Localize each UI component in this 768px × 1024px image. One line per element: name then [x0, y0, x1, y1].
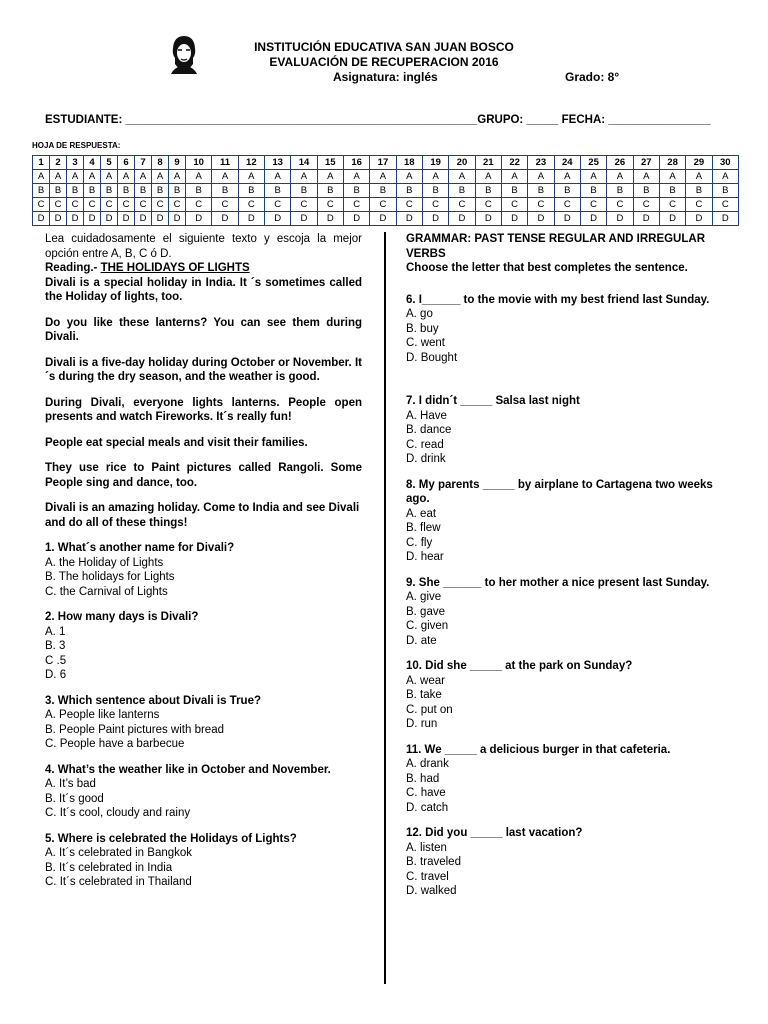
answer-option[interactable]: A. It´s celebrated in Bangkok — [45, 847, 193, 859]
answer-sheet-grid[interactable] — [32, 155, 739, 226]
answer-bubble-cell[interactable]: D — [580, 212, 606, 226]
answer-option[interactable]: A. wear — [406, 674, 445, 687]
answer-bubble-cell[interactable]: C — [169, 198, 186, 212]
question-text: 2. How many days is Divali? — [45, 611, 199, 623]
answer-bubble-cell[interactable]: D — [343, 212, 369, 226]
answer-sheet-number-row — [33, 156, 739, 170]
answer-option[interactable]: C. travel — [406, 870, 449, 883]
question-number-cell: 7 — [135, 156, 152, 170]
reading-title: THE HOLIDAYS OF LIGHTS — [100, 262, 250, 274]
answer-bubble-cell[interactable]: C — [291, 198, 317, 212]
answer-sheet-option-row — [33, 198, 739, 212]
question-number-cell: 15 — [317, 156, 343, 170]
answer-option[interactable]: C. the Carnival of Lights — [45, 585, 168, 598]
answer-bubble-cell[interactable]: A — [186, 170, 212, 184]
answer-option[interactable]: B. 3 — [45, 640, 66, 652]
answer-bubble-cell[interactable]: B — [50, 184, 67, 198]
answer-bubble-cell[interactable]: C — [475, 198, 501, 212]
question-number-cell: 21 — [475, 156, 501, 170]
answer-bubble-cell[interactable]: C — [659, 198, 685, 212]
reading-section — [45, 232, 362, 890]
answer-bubble-cell[interactable]: B — [238, 184, 264, 198]
question-number-cell: 2 — [50, 156, 67, 170]
question-number-cell: 1 — [33, 156, 50, 170]
question-number-cell: 4 — [84, 156, 101, 170]
answer-bubble-cell[interactable]: D — [528, 212, 554, 226]
answer-bubble-cell[interactable]: C — [712, 198, 738, 212]
question-number-cell: 26 — [607, 156, 633, 170]
answer-bubble-cell[interactable]: A — [712, 170, 738, 184]
answer-bubble-cell[interactable]: B — [135, 184, 152, 198]
answer-sheet-option-row — [33, 184, 739, 198]
answer-bubble-cell[interactable]: D — [712, 212, 738, 226]
reading-paragraph: Do you like these lanterns? You can see them during Divali. — [45, 316, 362, 343]
answer-option[interactable]: D. run — [406, 718, 438, 730]
column-divider — [384, 232, 386, 984]
answer-bubble-cell[interactable]: A — [396, 170, 422, 184]
answer-bubble-cell[interactable]: D — [101, 212, 118, 226]
answer-bubble-cell[interactable]: A — [528, 170, 554, 184]
answer-bubble-cell[interactable]: D — [422, 212, 448, 226]
answer-bubble-cell[interactable]: D — [291, 212, 317, 226]
answer-bubble-cell[interactable]: D — [238, 212, 264, 226]
answer-option[interactable]: A. listen — [406, 841, 447, 854]
answer-option[interactable]: C. put on — [406, 703, 453, 716]
answer-option[interactable]: B. It´s celebrated in India — [45, 861, 173, 874]
question-number-cell: 16 — [343, 156, 369, 170]
answer-option[interactable]: D. Bought — [406, 351, 458, 364]
answer-bubble-cell[interactable]: B — [152, 184, 169, 198]
question-text: 12. Did you _____ last vacation? — [406, 827, 583, 839]
question-text: 8. My parents _____ by airplane to Cartagena two weeks ago. — [406, 478, 713, 505]
answer-bubble-cell[interactable]: C — [238, 198, 264, 212]
answer-bubble-cell[interactable]: B — [343, 184, 369, 198]
question-number-cell: 30 — [712, 156, 738, 170]
answer-option[interactable]: D. hear — [406, 551, 444, 563]
answer-bubble-cell[interactable]: D — [607, 212, 633, 226]
answer-option[interactable]: C. have — [406, 787, 446, 799]
answer-option[interactable]: C. fly — [406, 536, 433, 549]
question-number-cell: 13 — [264, 156, 290, 170]
answer-bubble-cell[interactable]: B — [67, 184, 84, 198]
answer-option[interactable]: C. read — [406, 438, 444, 451]
grammar-instruction: Choose the letter that best completes the sentence. — [406, 262, 688, 274]
question-text: 4. What’s the weather like in October and November. — [45, 763, 331, 776]
answer-bubble-cell[interactable]: A — [607, 170, 633, 184]
answer-bubble-cell[interactable]: C — [370, 198, 396, 212]
answer-bubble-cell[interactable]: C — [50, 198, 67, 212]
answer-bubble-cell[interactable]: B — [264, 184, 290, 198]
answer-bubble-cell[interactable]: B — [169, 184, 186, 198]
answer-option[interactable]: A. drank — [406, 758, 449, 770]
question-number-cell: 5 — [101, 156, 118, 170]
question-number-cell: 12 — [238, 156, 264, 170]
answer-bubble-cell[interactable]: D — [686, 212, 712, 226]
answer-bubble-cell[interactable]: A — [422, 170, 448, 184]
answer-option[interactable]: A. It’s bad — [45, 778, 96, 790]
question-number-cell: 25 — [580, 156, 606, 170]
answer-bubble-cell[interactable]: C — [264, 198, 290, 212]
answer-bubble-cell[interactable]: B — [528, 184, 554, 198]
question-number-cell: 18 — [396, 156, 422, 170]
answer-bubble-cell[interactable]: D — [169, 212, 186, 226]
answer-bubble-cell[interactable]: D — [118, 212, 135, 226]
answer-bubble-cell[interactable]: A — [50, 170, 67, 184]
answer-bubble-cell[interactable]: A — [580, 170, 606, 184]
answer-bubble-cell[interactable]: C — [317, 198, 343, 212]
question-number-cell: 23 — [528, 156, 554, 170]
answer-bubble-cell[interactable]: B — [396, 184, 422, 198]
answer-option[interactable]: D. ate — [406, 634, 437, 647]
answer-option[interactable]: D. walked — [406, 885, 457, 897]
answer-bubble-cell[interactable]: B — [449, 184, 475, 198]
answer-bubble-cell[interactable]: A — [659, 170, 685, 184]
answer-option[interactable]: B. buy — [406, 322, 439, 335]
question-number-cell: 20 — [449, 156, 475, 170]
answer-bubble-cell[interactable]: B — [422, 184, 448, 198]
answer-option[interactable]: B. had — [406, 772, 440, 785]
answer-bubble-cell[interactable]: A — [135, 170, 152, 184]
answer-bubble-cell[interactable]: D — [554, 212, 580, 226]
reading-instruction: Lea cuidadosamente el siguiente texto y escoja la mejor opción entre A, B, C ó D. — [45, 233, 362, 260]
answer-bubble-cell[interactable]: B — [580, 184, 606, 198]
grade-label: Grado: 8° — [565, 70, 620, 84]
answer-bubble-cell[interactable]: C — [396, 198, 422, 212]
answer-bubble-cell[interactable]: D — [67, 212, 84, 226]
reading-paragraph: During Divali, everyone lights lanterns. People open presents and watch Fireworks. It´s really fun! — [45, 396, 362, 423]
answer-bubble-cell[interactable]: C — [501, 198, 527, 212]
answer-bubble-cell[interactable]: C — [422, 198, 448, 212]
answer-bubble-cell[interactable]: A — [370, 170, 396, 184]
answer-bubble-cell[interactable]: C — [343, 198, 369, 212]
answer-bubble-cell[interactable]: A — [33, 170, 50, 184]
question-text: 6. I______ to the movie with my best friend last Sunday. — [406, 293, 710, 306]
answer-bubble-cell[interactable]: B — [686, 184, 712, 198]
reading-paragraph: People eat special meals and visit their families. — [45, 436, 308, 449]
answer-bubble-cell[interactable]: D — [317, 212, 343, 226]
question-number-cell: 19 — [422, 156, 448, 170]
document-header — [0, 40, 768, 85]
question-number-cell: 9 — [169, 156, 186, 170]
subject-label: Asignatura: inglés — [333, 70, 438, 84]
answer-option[interactable]: D. 6 — [45, 669, 67, 681]
answer-bubble-cell[interactable]: A — [633, 170, 659, 184]
question-number-cell: 6 — [118, 156, 135, 170]
answer-option[interactable]: A. People like lanterns — [45, 709, 160, 721]
answer-bubble-cell[interactable]: D — [186, 212, 212, 226]
answer-bubble-cell[interactable]: D — [370, 212, 396, 226]
answer-bubble-cell[interactable]: C — [152, 198, 169, 212]
question-text: 3. Which sentence about Divali is True? — [45, 694, 261, 707]
question-number-cell: 24 — [554, 156, 580, 170]
answer-bubble-cell[interactable]: C — [580, 198, 606, 212]
answer-bubble-cell[interactable]: C — [135, 198, 152, 212]
answer-bubble-cell[interactable]: D — [501, 212, 527, 226]
answer-option[interactable]: D. drink — [406, 453, 446, 465]
reading-label: Reading.- — [45, 262, 101, 274]
answer-option[interactable]: B. dance — [406, 424, 452, 436]
answer-option[interactable]: C .5 — [45, 654, 67, 667]
question-number-cell: 11 — [212, 156, 238, 170]
answer-bubble-cell[interactable]: B — [33, 184, 50, 198]
answer-bubble-cell[interactable]: D — [396, 212, 422, 226]
question-text: 5. Where is celebrated the Holidays of Lights? — [45, 832, 297, 845]
answer-bubble-cell[interactable]: D — [84, 212, 101, 226]
answer-bubble-cell[interactable]: B — [101, 184, 118, 198]
answer-sheet-title: HOJA DE RESPUESTA: — [32, 141, 121, 150]
answer-option[interactable]: B. gave — [406, 605, 445, 618]
answer-option[interactable]: A. go — [406, 308, 433, 320]
answer-bubble-cell[interactable]: A — [169, 170, 186, 184]
answer-bubble-cell[interactable]: A — [212, 170, 238, 184]
answer-option[interactable]: C. It´s cool, cloudy and rainy — [45, 807, 191, 819]
answer-bubble-cell[interactable]: C — [528, 198, 554, 212]
answer-bubble-cell[interactable]: A — [449, 170, 475, 184]
answer-sheet-option-row — [33, 212, 739, 226]
answer-bubble-cell[interactable]: B — [84, 184, 101, 198]
question-text: 1. What´s another name for Divali? — [45, 542, 235, 554]
answer-bubble-cell[interactable]: A — [67, 170, 84, 184]
answer-bubble-cell[interactable]: A — [554, 170, 580, 184]
answer-bubble-cell[interactable]: C — [84, 198, 101, 212]
question-number-cell: 17 — [370, 156, 396, 170]
answer-bubble-cell[interactable]: B — [554, 184, 580, 198]
answer-option[interactable]: B. The holidays for Lights — [45, 571, 175, 583]
answer-bubble-cell[interactable]: C — [212, 198, 238, 212]
answer-bubble-cell[interactable]: D — [50, 212, 67, 226]
answer-option[interactable]: A. eat — [406, 507, 437, 520]
answer-bubble-cell[interactable]: A — [343, 170, 369, 184]
question-number-cell: 14 — [291, 156, 317, 170]
answer-option[interactable]: B. traveled — [406, 856, 461, 868]
answer-bubble-cell[interactable]: C — [449, 198, 475, 212]
answer-bubble-cell[interactable]: A — [291, 170, 317, 184]
question-text: 11. We _____ a delicious burger in that cafeteria. — [406, 743, 671, 756]
answer-bubble-cell[interactable]: C — [33, 198, 50, 212]
answer-option[interactable]: C. went — [406, 337, 445, 349]
answer-bubble-cell[interactable]: A — [264, 170, 290, 184]
answer-bubble-cell[interactable]: D — [33, 212, 50, 226]
answer-sheet-option-row — [33, 170, 739, 184]
grammar-section — [406, 232, 716, 899]
answer-bubble-cell[interactable]: D — [633, 212, 659, 226]
answer-bubble-cell[interactable]: D — [152, 212, 169, 226]
question-number-cell: 28 — [659, 156, 685, 170]
answer-bubble-cell[interactable]: A — [238, 170, 264, 184]
answer-bubble-cell[interactable]: C — [186, 198, 212, 212]
answer-option[interactable]: A. give — [406, 591, 442, 603]
answer-option[interactable]: B. flew — [406, 522, 441, 534]
question-number-cell: 22 — [501, 156, 527, 170]
question-number-cell: 27 — [633, 156, 659, 170]
answer-bubble-cell[interactable]: C — [607, 198, 633, 212]
answer-option[interactable]: D. catch — [406, 801, 449, 814]
answer-bubble-cell[interactable]: B — [712, 184, 738, 198]
grammar-title: GRAMMAR: PAST TENSE REGULAR AND IRREGULAR VERBS — [406, 233, 705, 260]
answer-bubble-cell[interactable]: A — [501, 170, 527, 184]
answer-bubble-cell[interactable]: C — [67, 198, 84, 212]
question-text: 9. She ______ to her mother a nice present last Sunday. — [406, 576, 710, 589]
answer-bubble-cell[interactable]: B — [501, 184, 527, 198]
answer-bubble-cell[interactable]: C — [554, 198, 580, 212]
answer-option[interactable]: C. People have a barbecue — [45, 738, 185, 750]
question-text: 10. Did she _____ at the park on Sunday? — [406, 660, 633, 672]
answer-bubble-cell[interactable]: D — [475, 212, 501, 226]
answer-option[interactable]: A. 1 — [45, 625, 66, 638]
answer-bubble-cell[interactable]: B — [291, 184, 317, 198]
answer-bubble-cell[interactable]: A — [101, 170, 118, 184]
answer-bubble-cell[interactable]: D — [449, 212, 475, 226]
answer-bubble-cell[interactable]: B — [607, 184, 633, 198]
answer-bubble-cell[interactable]: C — [101, 198, 118, 212]
answer-bubble-cell[interactable]: A — [152, 170, 169, 184]
question-number-cell: 3 — [67, 156, 84, 170]
answer-bubble-cell[interactable]: D — [212, 212, 238, 226]
answer-bubble-cell[interactable]: B — [659, 184, 685, 198]
answer-option[interactable]: A. Have — [406, 409, 447, 422]
answer-bubble-cell[interactable]: B — [633, 184, 659, 198]
question-number-cell: 8 — [152, 156, 169, 170]
answer-option[interactable]: A. the Holiday of Lights — [45, 556, 164, 569]
reading-paragraph: Divali is a special holiday in India. It ´s sometimes called the Holiday of lights, too. — [45, 276, 362, 303]
answer-bubble-cell[interactable]: A — [317, 170, 343, 184]
reading-paragraph: Divali is an amazing holiday. Come to India and see Divali and do all of these things! — [45, 502, 360, 529]
answer-bubble-cell[interactable]: C — [633, 198, 659, 212]
answer-bubble-cell[interactable]: A — [118, 170, 135, 184]
answer-bubble-cell[interactable]: B — [186, 184, 212, 198]
answer-bubble-cell[interactable]: D — [135, 212, 152, 226]
reading-paragraph: They use rice to Paint pictures called Rangoli. Some People sing and dance, too. — [45, 462, 362, 489]
answer-bubble-cell[interactable]: A — [475, 170, 501, 184]
answer-option[interactable]: B. It´s good — [45, 792, 104, 805]
question-text: 7. I didn´t _____ Salsa last night — [406, 395, 580, 407]
answer-bubble-cell[interactable]: D — [264, 212, 290, 226]
student-info-line: ESTUDIANTE: _______________________________________________________GRUPO: _____ FECHA: ________________ — [45, 114, 711, 126]
answer-bubble-cell[interactable]: B — [317, 184, 343, 198]
answer-option[interactable]: B. People Paint pictures with bread — [45, 723, 224, 736]
reading-paragraph: Divali is a five-day holiday during October or November. It´s during the dry season, and the weather is good. — [45, 356, 362, 383]
institution-name: INSTITUCIÓN EDUCATIVA SAN JUAN BOSCO — [254, 40, 514, 54]
exam-title: EVALUACIÓN DE RECUPERACION 2016 — [269, 55, 499, 69]
question-number-cell: 29 — [686, 156, 712, 170]
answer-option[interactable]: B. take — [406, 689, 442, 701]
answer-bubble-cell[interactable]: C — [686, 198, 712, 212]
answer-bubble-cell[interactable]: B — [370, 184, 396, 198]
question-number-cell: 10 — [186, 156, 212, 170]
answer-bubble-cell[interactable]: B — [118, 184, 135, 198]
answer-bubble-cell[interactable]: B — [212, 184, 238, 198]
answer-bubble-cell[interactable]: C — [118, 198, 135, 212]
answer-bubble-cell[interactable]: A — [84, 170, 101, 184]
answer-bubble-cell[interactable]: A — [686, 170, 712, 184]
answer-bubble-cell[interactable]: B — [475, 184, 501, 198]
answer-bubble-cell[interactable]: D — [659, 212, 685, 226]
answer-option[interactable]: C. given — [406, 620, 449, 632]
answer-option[interactable]: C. It´s celebrated in Thailand — [45, 876, 192, 888]
